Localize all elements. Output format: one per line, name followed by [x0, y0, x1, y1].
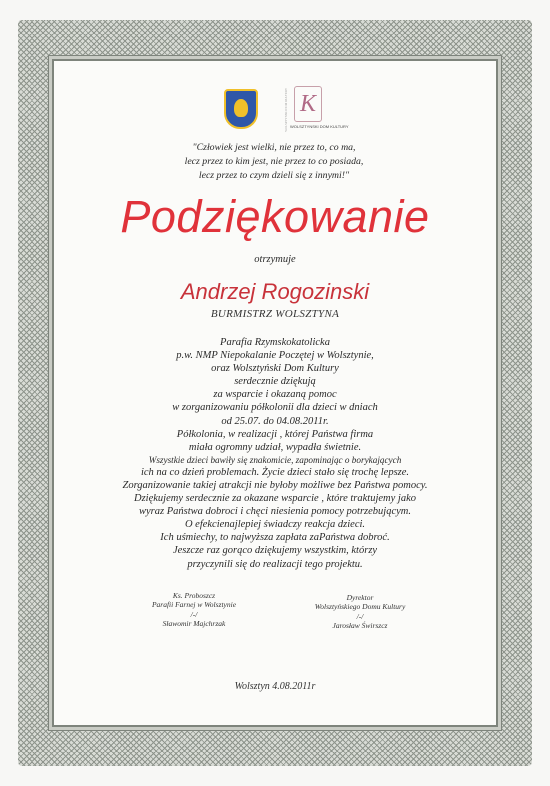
- body-line: Parafia Rzymskokatolicka: [220, 337, 330, 348]
- body-line: miała ogromny udział, wypadła świetnie.: [188, 441, 362, 453]
- body-line: Dziękujemy serdecznie za okazane wsparcie , które traktujemy jako: [134, 493, 416, 505]
- quote-line: lecz przez to kim jest, nie przez to co posiada,: [184, 156, 364, 167]
- body-line: p.w. NMP Niepokalanie Poczętej w Wolsztynie,: [176, 350, 374, 362]
- recipient-name: Andrzej Rogozinski: [180, 279, 370, 304]
- signature-left: [124, 591, 264, 629]
- wdk-caption: WOLSZTYNSKI DOM KULTURY: [290, 124, 349, 129]
- date-line: Wolsztyn 4.08.2011r: [234, 681, 316, 692]
- logos-row: [54, 86, 496, 136]
- body-line: Ich uśmiechy, to najwyższa zapłata zaPaństwa dobroć.: [160, 532, 390, 544]
- signature-line: Jarosław Świrszcz: [332, 621, 388, 631]
- body-line: oraz Wolsztyński Dom Kultury: [211, 363, 339, 375]
- body-line: Wszystkie dzieci bawiły się znakomicie, zapominając o borykających: [148, 454, 402, 465]
- signature-line: Ks. Proboszcz: [172, 591, 216, 600]
- signature-line: Sławomir Majchrzak: [162, 619, 226, 629]
- signature-line: /-/: [356, 611, 364, 621]
- quote-line: lecz przez to czym dzieli się z innymi!": [198, 170, 350, 181]
- body-line: serdecznie dziękują: [234, 376, 316, 388]
- signature-line: Parafii Farnej w Wolsztynie: [151, 600, 237, 610]
- body-line: od 25.07. do 04.08.2011r.: [221, 415, 329, 427]
- signature-line: /-/: [190, 609, 198, 619]
- body-line: wyraz Państwa dobroci i chęci niesienia pomocy potrzebującym.: [139, 506, 411, 518]
- body-line: przyczynili się do realizacji tego projektu.: [187, 558, 363, 570]
- quote-line: "Człowiek jest wielki, nie przez to, co ma,: [192, 142, 356, 153]
- wdk-mark-icon: K: [294, 86, 322, 122]
- body-line: w zorganizowaniu półkolonii dla dzieci w dniach: [172, 402, 378, 414]
- body-text: [64, 336, 486, 571]
- certificate-content: [54, 61, 496, 725]
- motto-quote: [94, 141, 454, 183]
- recipient-role: BURMISTRZ WOLSZTYNA: [210, 308, 340, 320]
- wdk-logo: [284, 86, 349, 136]
- wdk-side-text: WOLSZTYNSKI DOM KULTURY: [284, 88, 288, 132]
- body-line: ich na co dzień problemach. Życie dzieci stało się trochę lepsze.: [140, 466, 410, 478]
- page-title: Podziękowanie: [120, 191, 430, 242]
- receives-label: otrzymuje: [254, 254, 296, 265]
- signature-line: Wolsztyńskiego Domu Kultury: [314, 602, 406, 612]
- body-line: Zorganizowanie takiej atrakcji nie byłoby możliwe bez Państwa pomocy.: [122, 479, 428, 491]
- body-line: O efekcienajlepiej świadczy reakcja dzieci.: [184, 519, 366, 531]
- body-line: Jeszcze raz gorąco dziękujemy wszystkim, którzy: [172, 545, 378, 557]
- signature-right: [280, 593, 440, 631]
- body-line: Półkolonia, w realizacji , której Państwa firma: [176, 428, 374, 440]
- coat-of-arms-icon: [224, 89, 258, 129]
- signature-line: Dyrektor: [346, 593, 374, 602]
- body-line: za wsparcie i okazaną pomoc: [213, 389, 337, 401]
